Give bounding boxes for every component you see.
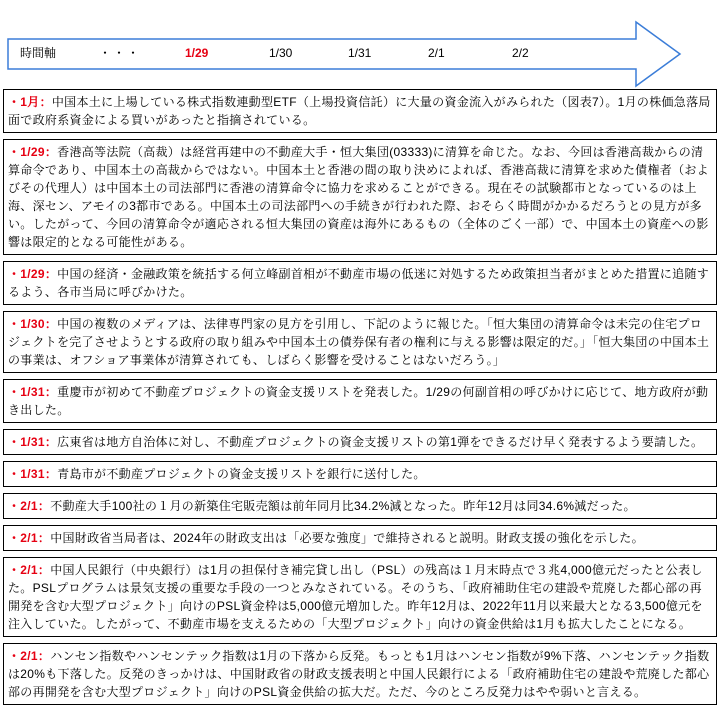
event-date: ・1/31： xyxy=(8,467,58,481)
event-date: ・1/29： xyxy=(8,145,58,159)
event-text: 中国財政省当局者は、2024年の財政支出は「必要な強度」で維持されると説明。財政支援の強化を示した。 xyxy=(50,531,644,545)
event-item xyxy=(3,429,717,455)
event-item xyxy=(3,643,717,705)
event-date: ・1/31： xyxy=(8,385,58,399)
event-text: 中国の経済・金融政策を統括する何立峰副首相が不動産市場の低迷に対処するため政策担当者がまとめた措置に追随するよう、各市当局に呼びかけた。 xyxy=(8,267,710,299)
timeline-arrow xyxy=(0,0,721,89)
event-item xyxy=(3,139,717,255)
event-text: 不動産大手100社の１月の新築住宅販売額は前年同月比34.2%減となった。昨年12月は同34.6%減だった。 xyxy=(50,499,636,513)
event-item xyxy=(3,557,717,637)
event-text: ハンセン指数やハンセンテック指数は1月の下落から反発。もっとも1月はハンセン指数が9%下落、ハンセンテック指数は20%も下落した。反発のきっかけは、中国財政省の財政支援表明と中国人民銀行による「政府補助住宅の建設や荒廃した都心部の再開発を含む大型プロジェクト」向けのPSL資金供給の拡大だ。ただ、今のところ反発力はやや弱いと言える。 xyxy=(8,649,710,699)
event-item xyxy=(3,525,717,551)
timeline-ellipsis: ・・・ xyxy=(99,46,142,60)
event-text: 香港高等法院（高裁）は経営再建中の不動産大手・恒大集団(03333)に清算を命じた。なお、今回は香港高裁からの清算命令であり、中国本土の高裁からではない。中国本土と香港の間の取り決めによれば、香港高裁に清算を求めた債権者（およびその代理人）は中国本土の司法部門に香港の清算命令に協力を求めることができる。現在その試験都市となっているのは上海、深セン、アモイの3都市である。中国本土の司法部門への手続きが行われた際、おそらく時間がかかるだろうとの見方が多い。したがって、今回の清算命令が適応される恒大集団の資産は海外にあるもの（全体のごく一部）で、中国本土の資産への影響は限定的となる可能性がある。 xyxy=(8,145,709,249)
event-date: ・1/31： xyxy=(8,435,58,449)
timeline-date: 1/30 xyxy=(269,46,293,60)
event-date: ・1/30： xyxy=(8,317,58,331)
timeline-date: 2/1 xyxy=(428,46,445,60)
event-item xyxy=(3,493,717,519)
timeline-date: 1/31 xyxy=(348,46,372,60)
event-item xyxy=(3,311,717,373)
event-item xyxy=(3,89,717,133)
event-list xyxy=(3,89,717,705)
event-text: 中国本土に上場している株式指数連動型ETF（上場投資信託）に大量の資金流入がみられた（図表7）。1月の株価急落局面で政府系資金による買いがあったと指摘されている。 xyxy=(8,95,711,127)
event-text: 青島市が不動産プロジェクトの資金支援リストを銀行に送付した。 xyxy=(57,467,426,481)
event-text: 中国の複数のメディアは、法律専門家の見方を引用し、下記のように報じた。「恒大集団の清算命令は未完の住宅プロジェクトを完了させようとする政府の取り組みや中国本土の債券保有者の権利に与える影響は限定的だ。」「恒大集団の中国本土の事業は、オフショア事業体が清算されても、しばらく影響を受けることはないだろう。」 xyxy=(8,317,710,367)
timeline xyxy=(0,0,721,89)
event-date: ・2/1： xyxy=(8,649,51,663)
event-date: ・1/29： xyxy=(8,267,58,281)
event-date: ・2/1： xyxy=(8,531,51,545)
timeline-date: 1/29 xyxy=(185,46,209,60)
event-text: 中国人民銀行（中央銀行）は1月の担保付き補完貸し出し（PSL）の残高は１月末時点で３兆4,000億元だったと公表した。PSLプログラムは景気支援の重要な手段の一つとみなされている。そのうち、「政府補助住宅の建設や荒廃した都心部の再開発を含む大型プロジェクト」向けのPSL資金枠は5,000億元増加した。昨年12月は、2022年11月以来最大となる3,500億元を注入していた。したがって、不動産市場を支えるための「大型プロジェクト」向けの資金供給は1月も拡大したことになる。 xyxy=(8,563,703,631)
timeline-axis-label: 時間軸 xyxy=(20,46,57,60)
event-item xyxy=(3,379,717,423)
event-date: ・1月： xyxy=(8,95,52,109)
timeline-date: 2/2 xyxy=(512,46,529,60)
event-text: 重慶市が初めて不動産プロジェクトの資金支援リストを発表した。1/29の何副首相の呼びかけに応じて、地方政府が動き出した。 xyxy=(8,385,709,417)
event-date: ・2/1： xyxy=(8,499,51,513)
event-item xyxy=(3,461,717,487)
event-item xyxy=(3,261,717,305)
event-text: 広東省は地方自治体に対し、不動産プロジェクトの資金支援リストの第1弾をできるだけ早く発表するよう要請した。 xyxy=(57,435,704,449)
event-date: ・2/1： xyxy=(8,563,51,577)
